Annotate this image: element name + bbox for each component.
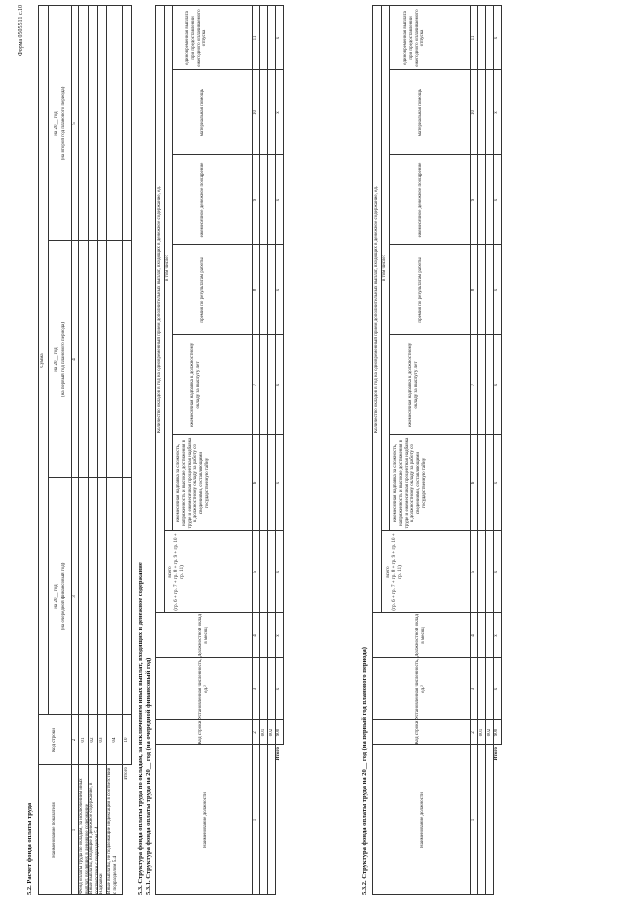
table-row: Иные выплаты, не подлежащие индексации в соответствии с подразделом 5.4 [107,767,118,894]
col-position-name: Наименование должности [203,792,208,848]
col-num: 10 [253,110,258,115]
cross-mark: x [276,687,281,691]
total-label: Итого [124,767,129,780]
col-num: 5 [253,570,258,574]
total-code: 900 [494,728,499,737]
col-num: 2 [471,731,476,734]
col-total-label: всего [168,566,173,578]
col-num: 4 [471,634,476,637]
section-5-3-heading: 5.3. Структура фонда оплаты труда по окладам, за исключением иных выплат, входящих в денежное содержание [137,562,144,895]
col-monthly-salary: Должностной оклад в месяц [415,614,426,657]
col-bonus: премия по результатам работы [418,257,423,323]
table-row: Иные выплаты, входящие в денежное содержание, в соответствии с подразделом 5.4 [89,782,100,894]
col-staff-count: Установленная численность, ед.² [415,658,426,720]
cross-mark: x [276,481,281,485]
col-bonus: премия по результатам работы [200,257,205,323]
col-num: 9 [253,198,258,202]
col-allowance-complexity: ежемесячная надбавка за сложность, напряженность и высокие достижения в труде и ежемесячная процентная надбавка к должностному окладу за работу со сведениями, составляющими государственную тайну [176,437,210,529]
row-code: 04 [112,737,117,743]
col-num: 1 [72,828,77,832]
col-num: 10 [471,110,476,115]
cross-mark: x [494,111,499,114]
col-row-code: Код строки [415,720,420,745]
cross-mark: x [276,111,281,114]
total-code: 900 [276,728,281,737]
row-code: 001 [479,728,484,737]
col-num: 6 [253,481,258,485]
col-salary-count: Количество окладов в год на одновременный прием дополнительных выплат, входящих в денежное содержание, ед. [157,185,162,434]
col-num: 3 [471,687,476,691]
col-num: 1 [471,818,476,822]
col-monthly-salary: Должностной оклад в месяц [198,614,209,657]
period-1-year: на 20__ год [54,584,59,609]
col-total [168,531,185,613]
period-2-year: на 20__ год [54,347,59,372]
cross-mark: x [494,36,499,40]
cross-mark: x [494,383,499,387]
col-num: 6 [471,481,476,485]
row-code: 02 [90,737,95,743]
col-num: 9 [471,198,476,202]
cross-mark: x [494,570,499,574]
cross-mark: x [276,634,281,637]
table-row: Надбавки [99,873,104,894]
table-row: Фонд оплаты труда по окладам, за исключением иных выплат, входящих в денежное содержание [79,778,90,894]
row-code: 01 [81,737,86,743]
row-code: 002 [269,728,274,737]
total-label: Итого [276,747,281,761]
section-5-3-2-heading: 5.3.2. Структура фонда оплаты труда на 20__ год (на первый год планового периода) [361,647,368,895]
col-num: 2 [72,738,77,742]
col-num: 3 [72,595,77,598]
cross-mark: x [276,198,281,202]
col-material-aid: материальная помощь [418,88,423,137]
col-num: 5 [72,122,77,125]
col-num: 4 [72,358,77,361]
col-vacation-payment: единовременная выплата при предоставлении ежегодного оплачиваемого отпуска [185,9,208,67]
col-sum: Сумма [40,353,45,368]
col-total-label: всего [386,566,391,578]
period-2-desc: (на первый год планового периода) [61,322,66,397]
col-num: 7 [471,383,476,387]
row-code: 002 [487,728,492,737]
col-row-code: Код строки [52,728,57,752]
cross-mark: x [276,570,281,574]
col-indicator-name: Наименование показателя [52,802,57,858]
cross-mark: x [494,288,499,292]
col-allowance-seniority: ежемесячная надбавка к должностному окладу за выслугу лет [408,342,419,428]
col-salary-count: Количество окладов в год на одновременный прием дополнительных выплат, входящих в денежное содержание, ед. [374,185,379,434]
total-label: Итого [494,747,499,761]
col-num: 11 [471,35,476,41]
period-3-desc: (на второй год планового периода) [61,86,66,161]
period-1-desc: (на очередной финансовый год) [61,562,66,631]
cross-mark: x [494,634,499,637]
col-position-name: Наименование должности [420,792,425,848]
col-num: 8 [253,288,258,292]
col-num: 3 [253,687,258,691]
col-row-code: Код строки [198,720,203,745]
col-num: 7 [253,383,258,387]
cross-mark: x [494,198,499,202]
form-label: Форма 0505511 с.10 [18,5,24,57]
row-code: 001 [261,728,266,737]
row-code: 10 [124,737,129,743]
col-monthly-incentive: ежемесячное денежное поощрение [200,162,205,238]
col-num: 8 [471,288,476,292]
col-num: 5 [471,570,476,574]
cross-mark: x [276,383,281,387]
cross-mark: x [276,288,281,292]
col-num: 2 [253,731,258,734]
cross-mark: x [494,481,499,485]
col-including: в том числе: [165,254,170,282]
col-monthly-incentive: ежемесячное денежное поощрение [418,162,423,238]
col-total [386,531,403,613]
col-staff-count: Установленная численность, ед.² [198,658,209,720]
col-allowance-complexity: ежемесячная надбавка за сложность, напряженность и высокие достижения в труде и ежемесячная процентная надбавка к должностному окладу за работу со сведениями, составляющими государственную тайну [393,437,427,529]
col-num: 11 [253,35,258,41]
col-material-aid: материальная помощь [200,88,205,137]
col-total-formula: (гр. 6 + гр. 7 + гр. 8 + гр. 9 + гр. 10 + гр. 11) [391,533,403,611]
col-including: в том числе: [382,254,387,282]
section-5-2-heading: 5.2. Расчет фонда оплаты труда [26,802,33,895]
row-code: 03 [99,737,104,743]
cross-mark: x [276,36,281,40]
cross-mark: x [494,687,499,691]
col-num: 4 [253,634,258,637]
col-vacation-payment: единовременная выплата при предоставлении ежегодного оплачиваемого отпуска [403,9,426,67]
col-num: 1 [253,818,258,822]
period-3-year: на 20__ год [54,111,59,136]
col-allowance-seniority: ежемесячная надбавка к должностному окладу за выслугу лет [190,342,201,428]
col-total-formula: (гр. 6 + гр. 7 + гр. 8 + гр. 9 + гр. 10 + гр. 11) [173,533,185,611]
section-5-3-1-heading: 5.3.1. Структура фонда оплаты труда на 20__ год (на очередной финансовый год) [145,657,152,895]
